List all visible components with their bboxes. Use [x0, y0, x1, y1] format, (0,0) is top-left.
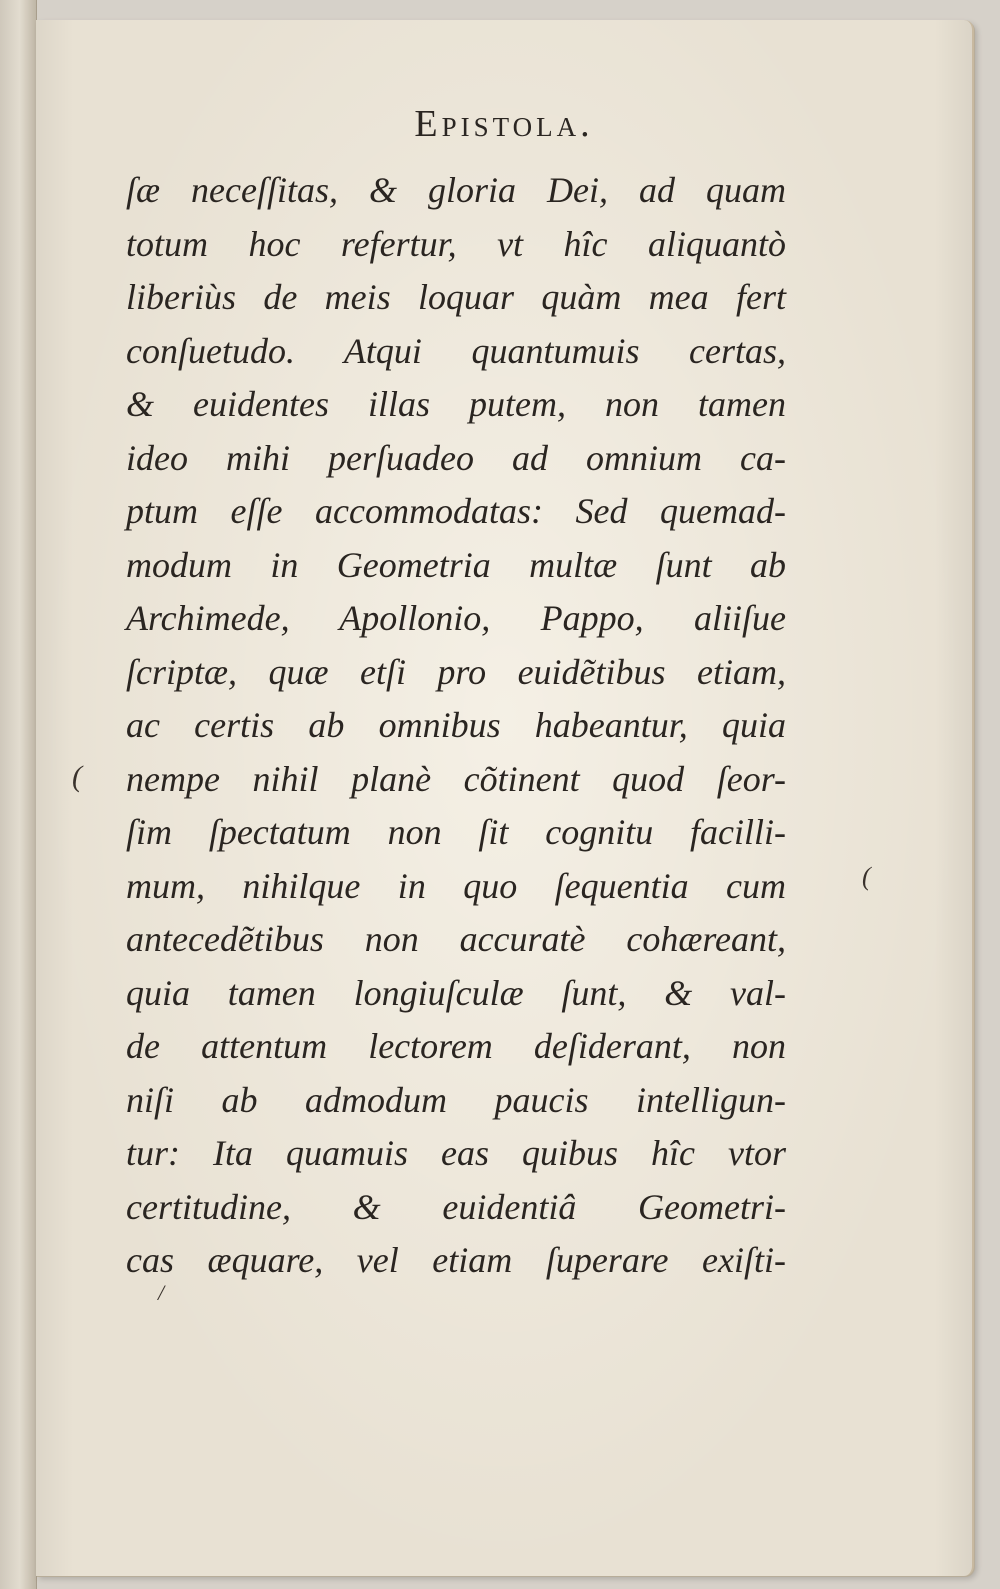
text-line: mum, nihilque in quo ſequentia cum	[126, 865, 786, 906]
text-line: & euidentes illas putem, non tamen	[126, 384, 786, 424]
paper-mark: (	[72, 760, 82, 793]
text-line: de attentum lectorem deſiderant, non	[126, 1026, 786, 1066]
text-line: ac certis ab omnibus habeantur, quia	[126, 705, 786, 745]
running-header: Epistola.	[414, 103, 594, 145]
paper-mark: /	[158, 1280, 165, 1305]
text-line: ſim ſpectatum non ſit cognitu facilli-	[126, 812, 786, 852]
text-line: tur: Ita quamuis eas quibus hîc vtor	[126, 1133, 786, 1173]
book-page	[36, 20, 974, 1576]
text-line: quia tamen longiuſculæ ſunt, & val-	[126, 972, 786, 1013]
text-line: liberiùs de meis loquar quàm mea fert	[126, 277, 786, 317]
text-line: ſcriptæ, quæ etſi pro euidẽtibus etiam,	[126, 651, 786, 692]
text-line: Archimede, Apollonio, Pappo, aliiſue	[126, 598, 786, 638]
text-line: ptum eſſe accommodatas: Sed quemad-	[126, 491, 786, 531]
body-text	[126, 164, 786, 1288]
paper-mark: (	[862, 862, 871, 891]
text-line: modum in Geometria multæ ſunt ab	[126, 544, 786, 585]
text-line: cas æquare, vel etiam ſuperare exiſti-	[126, 1240, 786, 1280]
text-line: ideo mihi perſuadeo ad omnium ca-	[126, 437, 786, 478]
text-line: niſi ab admodum paucis intelligun-	[126, 1079, 786, 1120]
text-line: nempe nihil planè cõtinent quod ſeor-	[126, 758, 786, 799]
text-line: ſæ neceſſitas, & gloria Dei, ad quam	[126, 170, 786, 210]
text-line: totum hoc refertur, vt hîc aliquantò	[126, 223, 786, 264]
text-line: antecedẽtibus non accuratè cohæreant,	[126, 919, 786, 959]
text-line: certitudine, & euidentiâ Geometri-	[126, 1186, 786, 1227]
previous-page-edge	[0, 0, 37, 1589]
text-line: conſuetudo. Atqui quantumuis certas,	[126, 330, 786, 371]
